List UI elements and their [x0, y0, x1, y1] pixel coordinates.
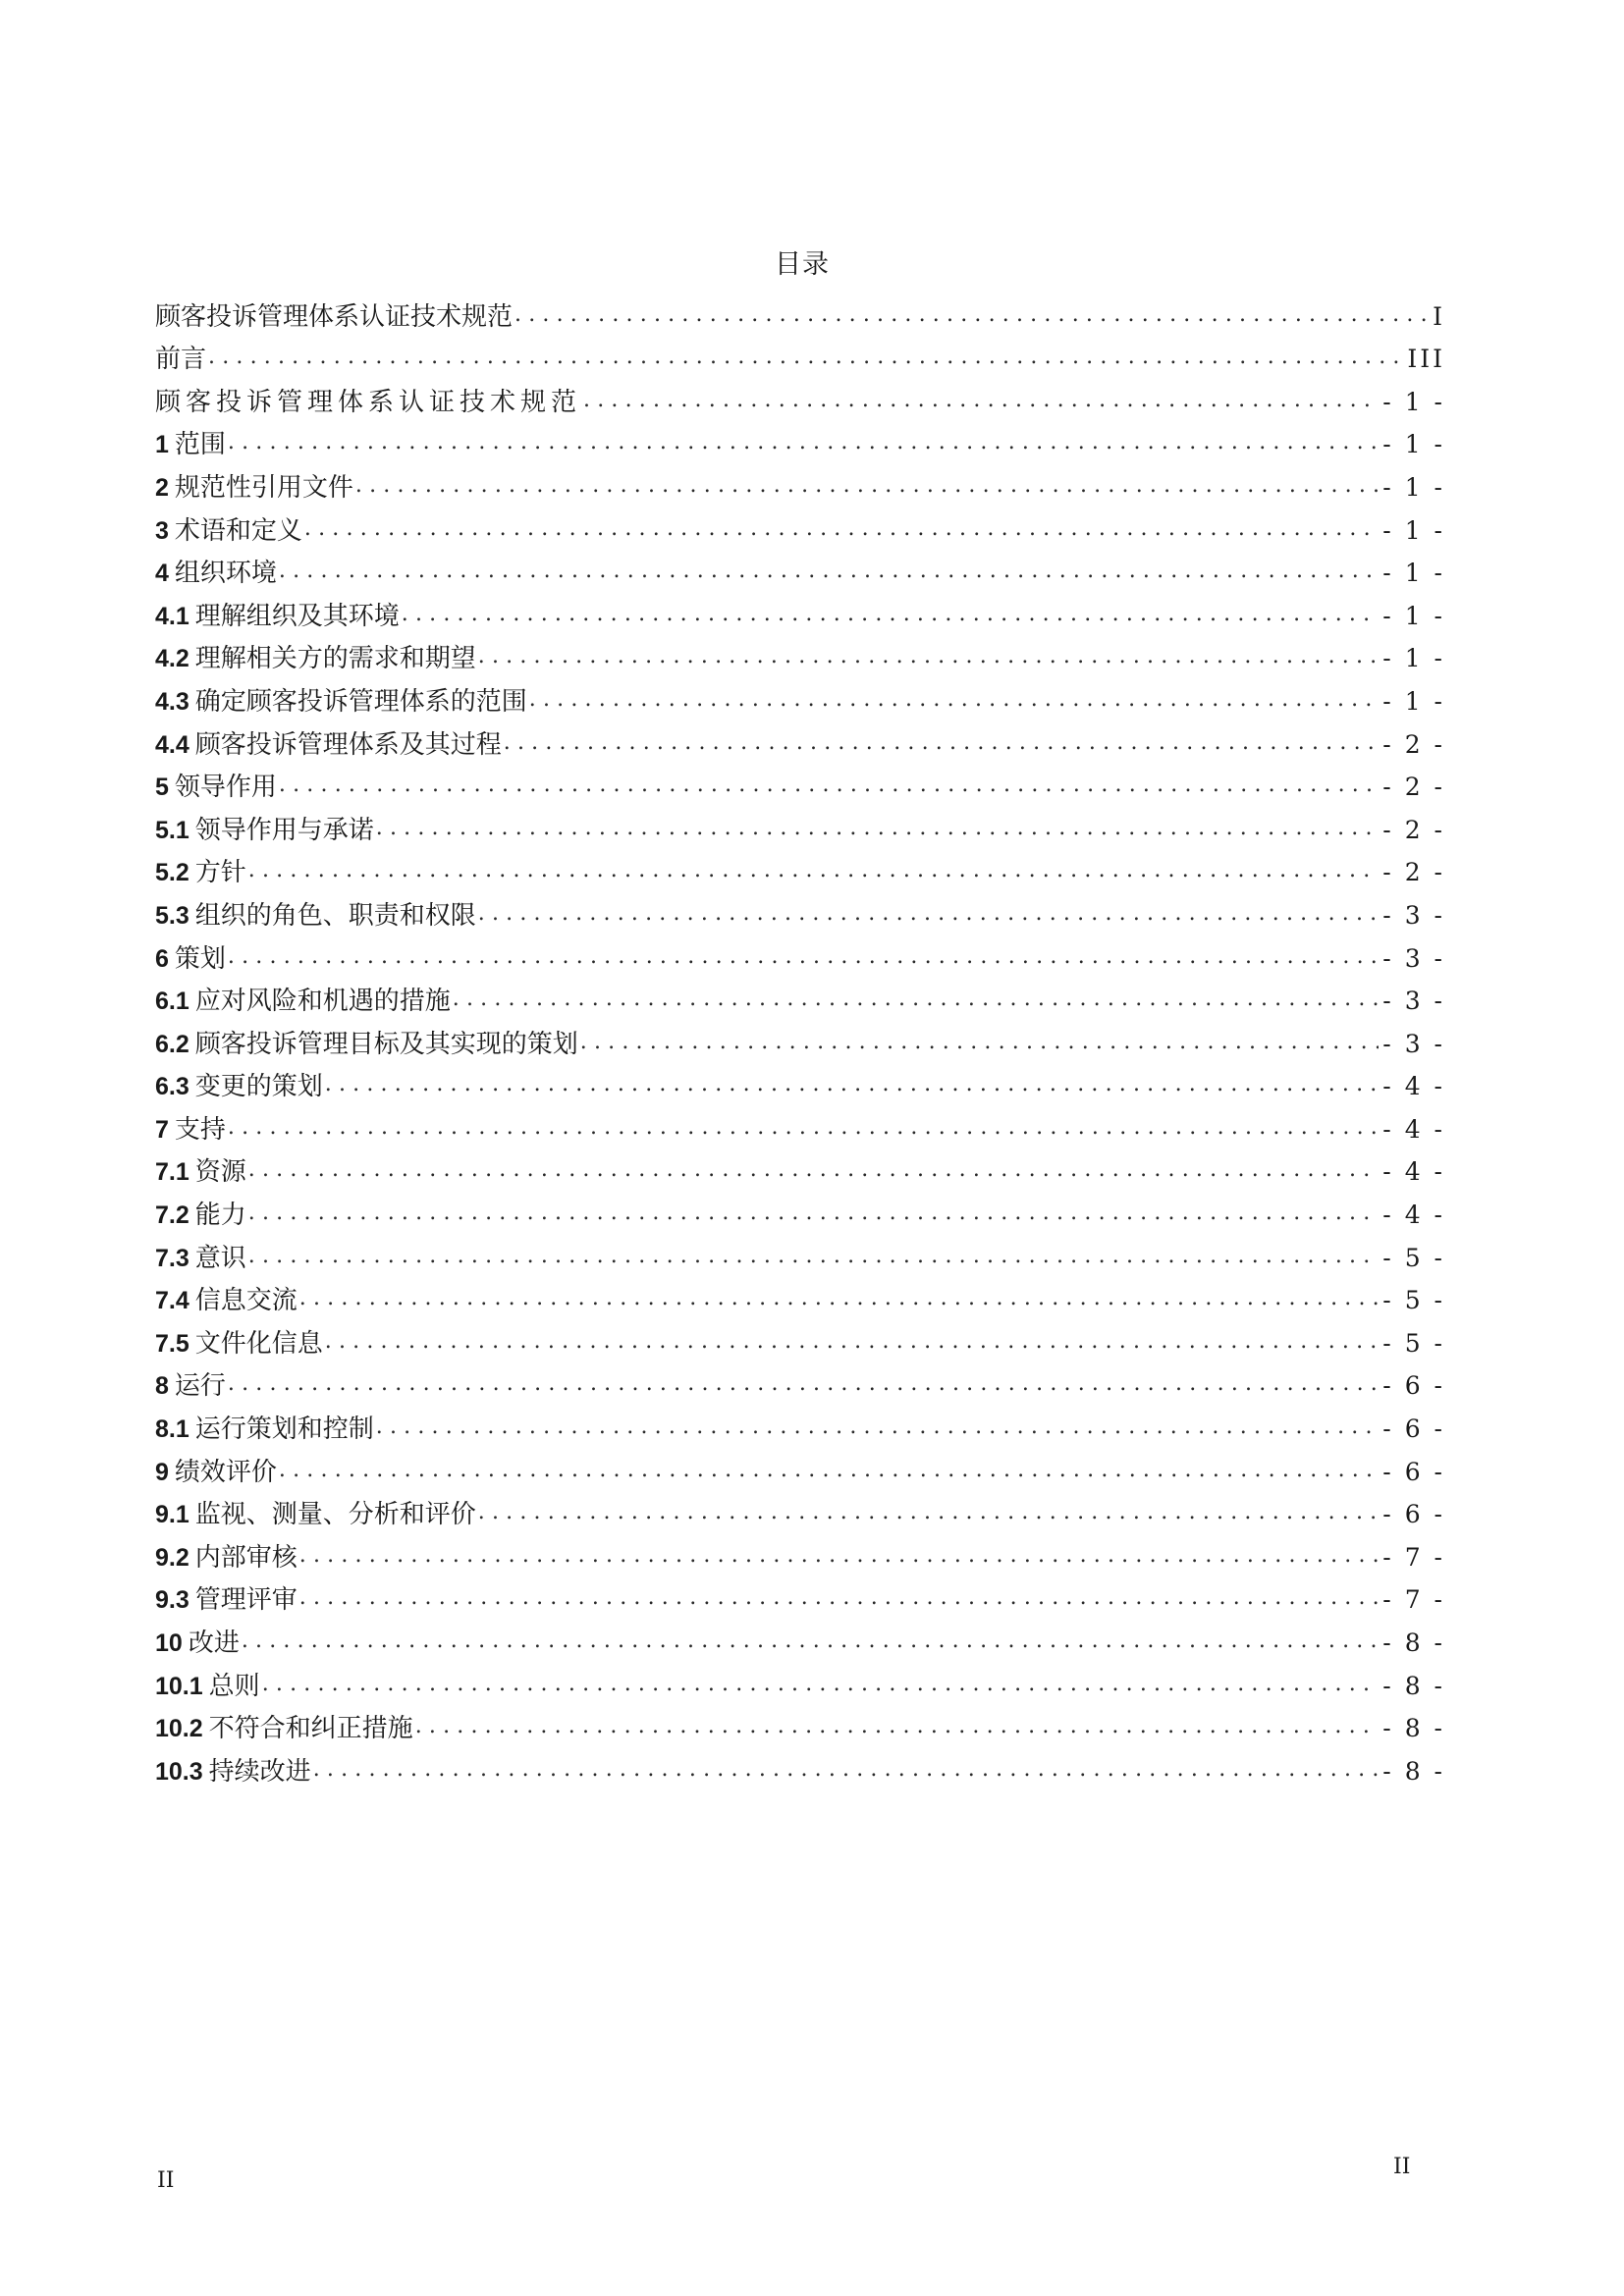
toc-entry-page: - 1 -: [1382, 686, 1445, 716]
toc-entry-page: - 6 -: [1382, 1500, 1445, 1529]
toc-dot-leader: [504, 726, 1380, 762]
toc-entry-page: - 2 -: [1382, 729, 1445, 759]
toc-entry-title: 文件化信息: [194, 1328, 323, 1359]
toc-dot-leader: [529, 683, 1380, 719]
toc-entry-title: 持续改进: [208, 1756, 311, 1787]
toc-entry-title: 顾客投诉管理体系认证技术规范: [155, 301, 514, 332]
toc-entry-number: 6.1: [155, 988, 189, 1016]
toc-dot-leader: [355, 469, 1379, 505]
toc-entry-page: - 6 -: [1382, 1371, 1445, 1401]
toc-entry-label-group: [155, 1456, 279, 1489]
toc-entry-label-group: [155, 514, 304, 548]
toc-entry-label-group: [155, 1498, 478, 1531]
toc-entry-page: - 4 -: [1382, 1201, 1445, 1230]
toc-entry-number: 4.3: [155, 687, 189, 716]
toc-entry-number: 4.4: [155, 730, 189, 759]
toc-entry-page: III: [1407, 345, 1445, 374]
toc-entry-label-group: [155, 1712, 415, 1745]
toc-entry[interactable]: [155, 1489, 1445, 1532]
toc-entry-title: 领导作用: [174, 773, 277, 803]
toc-entry[interactable]: [155, 1660, 1445, 1703]
toc-entry-label-group: [155, 300, 514, 334]
toc-entry-title: 领导作用与承诺: [194, 815, 374, 845]
toc-entry-title: 信息交流: [194, 1286, 298, 1316]
toc-entry-title: 资源: [194, 1157, 246, 1188]
toc-entry[interactable]: [155, 889, 1445, 933]
toc-entry[interactable]: [155, 548, 1445, 591]
toc-dot-leader: [242, 1625, 1379, 1660]
toc-entry-title: 绩效评价: [174, 1457, 277, 1487]
toc-entry-number: 5.2: [155, 859, 189, 887]
toc-dot-leader: [228, 1367, 1379, 1403]
toc-entry-number: 9: [155, 1458, 169, 1486]
toc-entry-number: 2: [155, 473, 169, 502]
toc-entry-page: - 3 -: [1382, 1029, 1445, 1058]
toc-entry-page: - 5 -: [1382, 1243, 1445, 1272]
toc-entry[interactable]: [155, 1531, 1445, 1575]
toc-entry-number: 3: [155, 516, 169, 545]
toc-entry-number: 8.1: [155, 1415, 189, 1444]
toc-entry[interactable]: [155, 633, 1445, 676]
toc-entry-title: 意识: [194, 1243, 246, 1273]
toc-entry-number: 6.2: [155, 1030, 189, 1058]
toc-entry-label-group: [155, 1670, 262, 1703]
toc-entry[interactable]: [155, 675, 1445, 719]
toc-entry-page: - 3 -: [1382, 987, 1445, 1016]
toc-entry-label-group: [155, 814, 376, 847]
toc-dot-leader: [313, 1753, 1380, 1789]
toc-entry[interactable]: [155, 334, 1445, 377]
toc-entry-number: 10.2: [155, 1715, 203, 1743]
toc-entry-number: 7: [155, 1115, 169, 1144]
toc-entry-page: - 8 -: [1382, 1714, 1445, 1743]
toc-entry[interactable]: [155, 1403, 1445, 1446]
toc-entry[interactable]: [155, 976, 1445, 1019]
toc-entry-label-group: [155, 1541, 299, 1575]
toc-entry-number: 9.2: [155, 1543, 189, 1572]
toc-dot-leader: [262, 1668, 1380, 1703]
toc-dot-leader: [478, 897, 1380, 933]
toc-entry-label-group: [155, 899, 478, 933]
toc-entry-label-group: [155, 1583, 299, 1617]
toc-entry[interactable]: [155, 461, 1445, 505]
toc-entry[interactable]: [155, 1446, 1445, 1489]
toc-entry[interactable]: [155, 1275, 1445, 1318]
toc-entry-title: 运行: [174, 1371, 226, 1402]
toc-entry-title: 总则: [208, 1671, 260, 1701]
toc-entry-page: - 5 -: [1382, 1286, 1445, 1315]
toc-entry-number: 7.1: [155, 1158, 189, 1187]
toc-entry[interactable]: [155, 804, 1445, 847]
toc-entry-title: 能力: [194, 1201, 246, 1231]
toc-dot-leader: [228, 1111, 1379, 1147]
toc-entry-title: 顾客投诉管理体系及其过程: [194, 729, 502, 760]
toc-entry-title: 策划: [174, 943, 226, 974]
toc-entry-page: - 4 -: [1382, 1157, 1445, 1187]
toc-entry-number: 4.1: [155, 602, 189, 630]
toc-entry-page: - 4 -: [1382, 1072, 1445, 1101]
toc-entry-title: 不符合和纠正措施: [208, 1714, 413, 1744]
toc-entry-label-group: [155, 1199, 248, 1232]
toc-entry-number: 10.3: [155, 1757, 203, 1786]
toc-dot-leader: [299, 1539, 1380, 1575]
toc-entry-number: 5.1: [155, 816, 189, 844]
toc-entry[interactable]: [155, 1703, 1445, 1746]
toc-entry-label-group: [155, 428, 228, 461]
toc-dot-leader: [279, 1454, 1379, 1489]
toc-entry-title: 术语和定义: [174, 515, 302, 546]
toc-entry-page: - 1 -: [1382, 559, 1445, 588]
toc-dot-leader: [299, 1282, 1380, 1317]
toc-entry[interactable]: [155, 933, 1445, 976]
toc-entry-number: 4.2: [155, 645, 189, 673]
toc-entry-number: 10: [155, 1629, 183, 1657]
toc-entry[interactable]: [155, 1361, 1445, 1404]
toc-dot-leader: [376, 1411, 1380, 1446]
toc-entry-label-group: [155, 600, 402, 633]
toc-list: [155, 291, 1445, 1789]
toc-entry-title: 组织环境: [174, 559, 277, 589]
toc-dot-leader: [478, 1496, 1380, 1531]
toc-dot-leader: [376, 812, 1380, 847]
toc-entry-page: - 5 -: [1382, 1328, 1445, 1358]
toc-entry-page: - 1 -: [1382, 430, 1445, 459]
toc-entry-page: - 2 -: [1382, 858, 1445, 887]
toc-entry-page: - 6 -: [1382, 1457, 1445, 1486]
toc-entry-label-group: [155, 1113, 228, 1147]
toc-entry[interactable]: [155, 1018, 1445, 1061]
toc-entry-label-group: [155, 1242, 248, 1275]
toc-entry-label-group: [155, 771, 279, 804]
toc-entry[interactable]: [155, 1575, 1445, 1618]
toc-entry-title: 运行策划和控制: [194, 1415, 374, 1445]
toc-entry[interactable]: [155, 1617, 1445, 1660]
toc-entry-title: 变更的策划: [194, 1072, 323, 1102]
toc-dot-leader: [325, 1068, 1380, 1103]
toc-dot-leader: [279, 769, 1379, 804]
toc-entry-number: 9.3: [155, 1586, 189, 1615]
toc-entry-label-group: [155, 471, 355, 505]
toc-entry-page: - 3 -: [1382, 943, 1445, 973]
toc-entry-title: 监视、测量、分析和评价: [194, 1500, 476, 1530]
toc-entry-page: - 7 -: [1382, 1585, 1445, 1615]
toc-dot-leader: [514, 298, 1429, 334]
toc-entry-label-group: [155, 1028, 580, 1061]
footer-page-number-left: II: [157, 2168, 175, 2193]
toc-entry-title: 理解相关方的需求和期望: [194, 644, 476, 674]
toc-entry-label-group: [155, 985, 453, 1018]
toc-entry-number: 4: [155, 560, 169, 588]
toc-entry-number: 9.1: [155, 1501, 189, 1529]
toc-dot-leader: [248, 1153, 1380, 1189]
toc-entry-title: 前言: [155, 345, 207, 375]
toc-entry[interactable]: [155, 376, 1445, 419]
toc-entry-label-group: [155, 1327, 325, 1361]
toc-entry-number: 6.3: [155, 1073, 189, 1101]
toc-dot-leader: [583, 384, 1379, 419]
toc-entry-number: 5.3: [155, 901, 189, 930]
toc-entry[interactable]: [155, 1103, 1445, 1147]
toc-entry-label-group: [155, 685, 529, 719]
toc-entry-label-group: [155, 1755, 313, 1789]
toc-entry-page: - 1 -: [1382, 515, 1445, 545]
toc-entry[interactable]: [155, 1745, 1445, 1789]
toc-dot-leader: [228, 940, 1379, 976]
toc-entry-page: - 3 -: [1382, 900, 1445, 930]
toc-entry-label-group: [155, 1155, 248, 1189]
toc-entry-number: 8: [155, 1372, 169, 1401]
toc-entry-number: 7.3: [155, 1244, 189, 1272]
toc-dot-leader: [304, 512, 1379, 548]
toc-entry-title: 范围: [174, 430, 226, 460]
toc-entry[interactable]: [155, 419, 1445, 462]
toc-entry-page: - 2 -: [1382, 815, 1445, 844]
toc-dot-leader: [478, 640, 1380, 675]
toc-entry-page: - 8 -: [1382, 1671, 1445, 1700]
toc-entry[interactable]: [155, 1189, 1445, 1232]
toc-entry-label-group: [155, 1369, 228, 1403]
toc-entry[interactable]: [155, 291, 1445, 334]
toc-entry-number: 1: [155, 431, 169, 459]
toc-dot-leader: [248, 1197, 1380, 1232]
toc-entry-number: 7.5: [155, 1329, 189, 1358]
toc-dot-leader: [279, 555, 1379, 590]
toc-dot-leader: [402, 598, 1380, 633]
toc-entry-title: 顾客投诉管理体系认证技术规范: [155, 387, 582, 417]
toc-entry-title: 应对风险和机遇的措施: [194, 987, 451, 1017]
toc-entry-number: 7.2: [155, 1201, 189, 1230]
toc-entry-title: 管理评审: [194, 1585, 298, 1616]
toc-entry-page: - 1 -: [1382, 601, 1445, 630]
toc-entry-page: - 2 -: [1382, 773, 1445, 802]
toc-dot-leader: [248, 1240, 1380, 1275]
toc-entry-number: 6: [155, 944, 169, 973]
toc-entry-page: - 4 -: [1382, 1114, 1445, 1144]
toc-entry-label-group: [155, 942, 228, 976]
toc-entry-page: - 8 -: [1382, 1629, 1445, 1657]
footer-page-number-right: II: [1393, 2155, 1411, 2179]
toc-entry-title: 顾客投诉管理目标及其实现的策划: [194, 1029, 578, 1059]
toc-dot-leader: [453, 983, 1380, 1018]
toc-dot-leader: [415, 1710, 1380, 1745]
toc-entry[interactable]: [155, 590, 1445, 633]
toc-entry-page: - 8 -: [1382, 1756, 1445, 1786]
toc-entry-title: 规范性引用文件: [174, 472, 353, 503]
toc-entry-label-group: [155, 1413, 376, 1446]
toc-entry[interactable]: [155, 505, 1445, 548]
toc-entry-number: 10.1: [155, 1672, 203, 1700]
toc-entry[interactable]: [155, 1317, 1445, 1361]
toc-entry-label-group: [155, 728, 504, 762]
toc-dot-leader: [208, 341, 1403, 376]
toc-entry-page: - 1 -: [1382, 472, 1445, 502]
toc-entry[interactable]: [155, 1061, 1445, 1104]
toc-entry[interactable]: [155, 1147, 1445, 1190]
toc-dot-leader: [299, 1581, 1380, 1617]
toc-dot-leader: [325, 1325, 1380, 1361]
toc-entry-label-group: [155, 557, 279, 590]
toc-dot-leader: [248, 854, 1380, 889]
toc-entry-page: - 1 -: [1382, 644, 1445, 673]
toc-dot-leader: [580, 1026, 1380, 1061]
toc-entry-number: 7.4: [155, 1287, 189, 1315]
toc-entry[interactable]: [155, 1232, 1445, 1275]
toc-entry-page: - 1 -: [1382, 387, 1445, 416]
toc-entry[interactable]: [155, 847, 1445, 890]
toc-entry-label-group: [155, 343, 208, 376]
toc-entry-title: 改进: [188, 1629, 240, 1658]
toc-entry-label-group: [155, 1627, 242, 1660]
toc-entry-label-group: [155, 1070, 325, 1103]
toc-dot-leader: [228, 426, 1379, 461]
toc-entry-page: - 6 -: [1382, 1415, 1445, 1444]
toc-entry-title: 支持: [174, 1114, 226, 1145]
toc-entry-title: 确定顾客投诉管理体系的范围: [194, 686, 527, 717]
toc-entry-title: 组织的角色、职责和权限: [194, 900, 476, 931]
toc-entry-title: 内部审核: [194, 1542, 298, 1573]
toc-entry-page: I: [1433, 301, 1445, 331]
toc-entry-label-group: [155, 856, 248, 889]
toc-entry[interactable]: [155, 762, 1445, 805]
toc-entry-label-group: [155, 386, 583, 419]
toc-entry-title: 理解组织及其环境: [194, 601, 400, 631]
toc-entry-title: 方针: [194, 858, 246, 888]
toc-entry-label-group: [155, 642, 478, 675]
toc-entry-label-group: [155, 1284, 299, 1317]
toc-entry[interactable]: [155, 719, 1445, 762]
toc-title: 目录: [775, 249, 830, 280]
toc-entry-number: 5: [155, 774, 169, 802]
toc-entry-page: - 7 -: [1382, 1542, 1445, 1572]
